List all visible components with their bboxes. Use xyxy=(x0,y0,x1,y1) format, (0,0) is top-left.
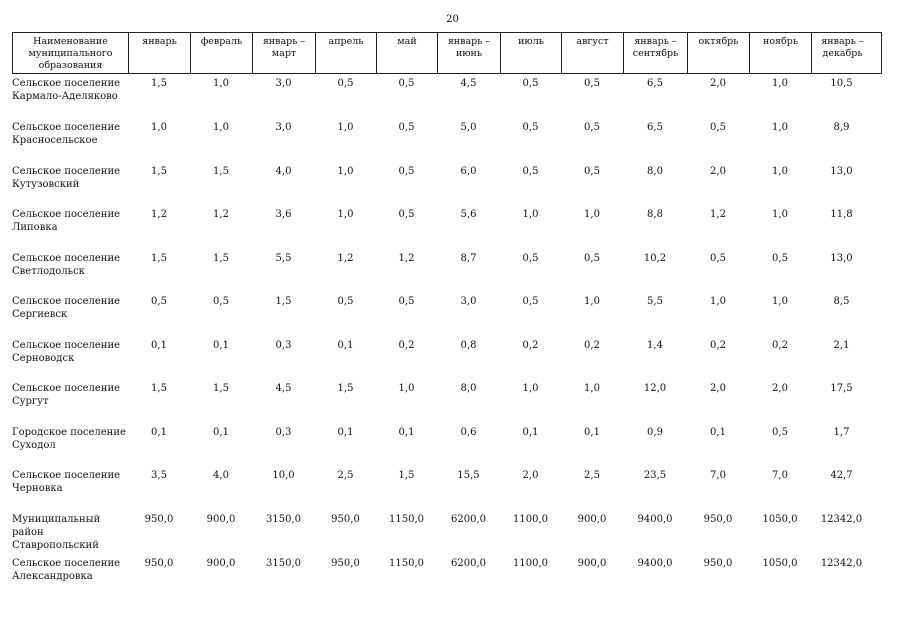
row-value-aug: 1,0 xyxy=(584,383,600,394)
row-value-aug: 0,1 xyxy=(584,427,600,438)
row-value-jan: 0,1 xyxy=(151,427,167,438)
row-value-jan-sep: 5,5 xyxy=(647,296,663,307)
row-value-jan-jun: 5,0 xyxy=(460,122,477,133)
row-value-jan-mar: 0,3 xyxy=(275,427,292,438)
row-municipality-name: Сельское поселение Светлодольск xyxy=(12,253,121,277)
row-value-jan-dec: 17,5 xyxy=(830,383,853,394)
row-municipality-name: Сельское поселение Сергиевск xyxy=(12,296,121,320)
row-municipality-name: Сельское поселение Кармало-Аделяково xyxy=(12,78,121,102)
row-value-aug: 900,0 xyxy=(577,558,607,569)
table-row xyxy=(12,338,882,368)
row-value-jul: 0,5 xyxy=(522,122,539,133)
row-value-jan-sep: 9400,0 xyxy=(637,514,673,525)
row-value-oct: 7,0 xyxy=(710,470,726,481)
row-value-apr: 950,0 xyxy=(331,514,360,525)
row-value-jan-dec: 13,0 xyxy=(830,166,853,177)
row-value-apr: 0,5 xyxy=(337,78,354,89)
row-value-jan: 1,5 xyxy=(151,166,167,177)
row-value-jan-mar: 5,5 xyxy=(275,253,292,264)
row-value-jul: 0,5 xyxy=(522,78,539,89)
row-value-nov: 0,5 xyxy=(772,427,788,438)
row-value-may: 0,5 xyxy=(398,122,415,133)
row-value-oct: 1,0 xyxy=(710,296,726,307)
row-value-may: 0,2 xyxy=(398,340,415,351)
row-value-may: 1,0 xyxy=(398,383,415,394)
table-row xyxy=(12,76,882,106)
row-value-feb: 1,5 xyxy=(213,253,229,264)
header-apr: апрель xyxy=(316,33,377,73)
row-value-jan-jun: 6200,0 xyxy=(451,558,486,569)
row-value-apr: 0,1 xyxy=(337,427,354,438)
row-value-apr: 0,1 xyxy=(337,340,354,351)
header-jan-dec: январь – декабрь xyxy=(821,36,864,59)
row-value-may: 0,1 xyxy=(398,427,415,438)
row-value-oct: 2,0 xyxy=(710,166,726,177)
row-value-jul: 0,5 xyxy=(522,166,539,177)
row-value-jan-dec: 8,9 xyxy=(833,122,850,133)
table-row xyxy=(12,294,882,324)
row-value-may: 1,2 xyxy=(398,253,415,264)
row-municipality-name: Сельское поселение Красносельское xyxy=(12,122,121,146)
row-value-jan-jun: 0,6 xyxy=(460,427,477,438)
row-value-feb: 0,5 xyxy=(213,296,229,307)
row-value-jul: 2,0 xyxy=(522,470,539,481)
header-jan: январь xyxy=(129,33,191,73)
row-value-jan-dec: 10,5 xyxy=(830,78,853,89)
header-may: май xyxy=(377,33,438,73)
row-value-aug: 900,0 xyxy=(577,514,607,525)
row-value-apr: 1,2 xyxy=(337,253,354,264)
row-value-jul: 0,1 xyxy=(522,427,539,438)
row-value-aug: 2,5 xyxy=(584,470,600,481)
header-feb: февраль xyxy=(191,33,253,73)
row-value-jan-mar: 4,5 xyxy=(275,383,292,394)
row-value-apr: 1,5 xyxy=(337,383,354,394)
row-value-oct: 0,5 xyxy=(710,122,726,133)
row-value-may: 0,5 xyxy=(398,296,415,307)
row-value-jan-jun: 3,0 xyxy=(460,296,477,307)
row-value-nov: 1,0 xyxy=(772,166,788,177)
table-row xyxy=(12,512,882,551)
row-value-may: 0,5 xyxy=(398,78,415,89)
row-value-jan-jun: 8,7 xyxy=(460,253,477,264)
row-value-jan-sep: 10,2 xyxy=(643,253,667,264)
row-municipality-name: Сельское поселение Липовка xyxy=(12,209,121,233)
row-value-jan-dec: 11,8 xyxy=(830,209,853,220)
row-value-feb: 1,5 xyxy=(213,166,229,177)
row-value-jan-mar: 3,0 xyxy=(275,122,292,133)
row-value-jan: 3,5 xyxy=(151,470,167,481)
row-value-may: 0,5 xyxy=(398,209,415,220)
row-value-feb: 0,1 xyxy=(213,427,229,438)
row-value-jan: 950,0 xyxy=(144,514,174,525)
header-jan-mar: январь – март xyxy=(253,33,316,73)
row-value-jan-sep: 8,0 xyxy=(647,166,663,177)
row-value-jan-jun: 15,5 xyxy=(457,470,480,481)
row-value-aug: 0,5 xyxy=(584,122,600,133)
row-value-jan-jun: 6,0 xyxy=(460,166,477,177)
row-value-jan: 1,2 xyxy=(151,209,167,220)
row-value-jul: 1100,0 xyxy=(513,514,548,525)
row-value-nov: 1,0 xyxy=(772,209,788,220)
header-jan-sep: январь – сентябрь xyxy=(624,33,688,73)
row-value-jan-dec: 42,7 xyxy=(830,470,853,481)
row-value-jan-dec: 2,1 xyxy=(833,340,850,351)
table-row xyxy=(12,381,882,411)
row-value-jan-mar: 1,5 xyxy=(275,296,292,307)
table-row xyxy=(12,425,882,455)
row-value-aug: 1,0 xyxy=(584,209,600,220)
row-value-jan-mar: 3,0 xyxy=(275,78,292,89)
row-value-nov: 7,0 xyxy=(772,470,788,481)
row-value-jul: 0,2 xyxy=(522,340,539,351)
row-value-jul: 1,0 xyxy=(522,209,539,220)
row-value-jan-mar: 3,6 xyxy=(275,209,292,220)
row-value-jan-dec: 13,0 xyxy=(830,253,853,264)
row-value-apr: 1,0 xyxy=(337,166,354,177)
row-value-jan-mar: 3150,0 xyxy=(266,514,301,525)
header-aug: август xyxy=(562,33,624,73)
row-value-may: 0,5 xyxy=(398,166,415,177)
table-header xyxy=(12,32,882,74)
row-value-apr: 2,5 xyxy=(337,470,354,481)
table-row xyxy=(12,556,882,586)
row-value-jan-jun: 5,6 xyxy=(460,209,477,220)
row-value-jan-jun: 6200,0 xyxy=(451,514,486,525)
table-row xyxy=(12,251,882,281)
row-value-aug: 1,0 xyxy=(584,296,600,307)
row-value-jan-mar: 3150,0 xyxy=(266,558,301,569)
table-row xyxy=(12,207,882,237)
row-value-jan: 1,5 xyxy=(151,383,167,394)
row-value-aug: 0,5 xyxy=(584,166,600,177)
row-value-apr: 0,5 xyxy=(337,296,354,307)
row-value-jan-mar: 0,3 xyxy=(275,340,292,351)
row-value-jan: 0,1 xyxy=(151,340,167,351)
row-value-jan-dec: 8,5 xyxy=(833,296,850,307)
row-value-jan-sep: 6,5 xyxy=(647,122,663,133)
row-value-jul: 1100,0 xyxy=(513,558,548,569)
row-value-jan: 1,5 xyxy=(151,253,167,264)
row-value-feb: 1,5 xyxy=(213,383,229,394)
row-value-jan-jun: 4,5 xyxy=(460,78,477,89)
row-value-nov: 1,0 xyxy=(772,78,788,89)
row-value-jan-mar: 10,0 xyxy=(272,470,295,481)
row-value-nov: 1050,0 xyxy=(762,514,798,525)
row-value-jul: 0,5 xyxy=(522,253,539,264)
row-value-nov: 1,0 xyxy=(772,296,788,307)
row-value-nov: 1,0 xyxy=(772,122,788,133)
row-value-oct: 2,0 xyxy=(710,78,726,89)
row-municipality-name: Сельское поселение Кутузовский xyxy=(12,166,121,190)
row-value-jan-dec: 12342,0 xyxy=(820,558,863,569)
row-value-jan-jun: 0,8 xyxy=(460,340,477,351)
row-value-jan-sep: 1,4 xyxy=(647,340,663,351)
row-value-may: 1150,0 xyxy=(389,514,424,525)
row-value-nov: 0,2 xyxy=(772,340,788,351)
row-value-aug: 0,5 xyxy=(584,78,600,89)
row-value-jan: 1,5 xyxy=(151,78,167,89)
table-row xyxy=(12,120,882,150)
row-value-nov: 2,0 xyxy=(772,383,788,394)
row-value-nov: 1050,0 xyxy=(762,558,798,569)
row-value-jan-sep: 23,5 xyxy=(643,470,667,481)
row-value-may: 1,5 xyxy=(398,470,415,481)
row-value-jan-dec: 12342,0 xyxy=(820,514,863,525)
row-value-oct: 0,1 xyxy=(710,427,726,438)
table-row xyxy=(12,468,882,498)
header-jan-jun: январь – июнь xyxy=(438,33,501,73)
table-row xyxy=(12,164,882,194)
row-value-jan: 950,0 xyxy=(144,558,174,569)
row-value-jan-sep: 12,0 xyxy=(643,383,667,394)
row-value-jul: 0,5 xyxy=(522,296,539,307)
row-value-jan-sep: 0,9 xyxy=(647,427,663,438)
row-value-apr: 950,0 xyxy=(331,558,360,569)
row-value-feb: 1,2 xyxy=(213,209,229,220)
row-value-oct: 2,0 xyxy=(710,383,726,394)
row-value-jan-sep: 6,5 xyxy=(647,78,663,89)
row-municipality-name: Муниципальный район Ставропольский xyxy=(12,514,101,551)
row-value-oct: 1,2 xyxy=(710,209,726,220)
row-value-jan-dec: 1,7 xyxy=(833,427,850,438)
row-value-feb: 1,0 xyxy=(213,122,229,133)
header-jul: июль xyxy=(501,33,562,73)
row-value-jul: 1,0 xyxy=(522,383,539,394)
row-value-jan-jun: 8,0 xyxy=(460,383,477,394)
row-value-feb: 900,0 xyxy=(206,514,236,525)
row-value-jan-mar: 4,0 xyxy=(275,166,292,177)
row-value-apr: 1,0 xyxy=(337,209,354,220)
row-value-jan: 1,0 xyxy=(151,122,167,133)
row-municipality-name: Сельское поселение Сургут xyxy=(12,383,121,407)
row-municipality-name: Сельское поселение Александровка xyxy=(12,558,121,582)
row-value-oct: 950,0 xyxy=(703,514,733,525)
row-value-feb: 1,0 xyxy=(213,78,229,89)
row-value-may: 1150,0 xyxy=(389,558,424,569)
row-municipality-name: Сельское поселение Серноводск xyxy=(12,340,121,364)
row-municipality-name: Сельское поселение Черновка xyxy=(12,470,121,494)
header-oct: октябрь xyxy=(688,33,750,73)
row-value-aug: 0,5 xyxy=(584,253,600,264)
row-value-apr: 1,0 xyxy=(337,122,354,133)
row-municipality-name: Городское поселение Суходол xyxy=(12,427,126,451)
row-value-feb: 900,0 xyxy=(206,558,236,569)
row-value-feb: 4,0 xyxy=(213,470,229,481)
page-number: 20 xyxy=(446,14,459,25)
row-value-feb: 0,1 xyxy=(213,340,229,351)
row-value-oct: 950,0 xyxy=(703,558,733,569)
row-value-oct: 0,5 xyxy=(710,253,726,264)
row-value-oct: 0,2 xyxy=(710,340,726,351)
header-municipality: Наименование муниципального образования xyxy=(13,33,129,73)
row-value-jan-sep: 9400,0 xyxy=(637,558,673,569)
row-value-jan-sep: 8,8 xyxy=(647,209,663,220)
row-value-nov: 0,5 xyxy=(772,253,788,264)
row-value-jan: 0,5 xyxy=(151,296,167,307)
header-nov: ноябрь xyxy=(750,33,812,73)
row-value-aug: 0,2 xyxy=(584,340,600,351)
